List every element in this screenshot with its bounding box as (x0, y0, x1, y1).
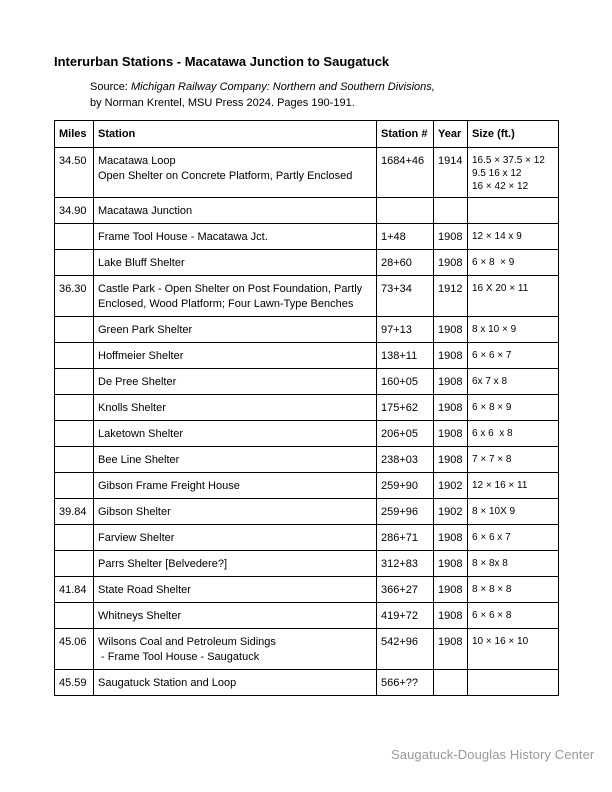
cell-miles (55, 421, 94, 447)
size-line: 6x 7 x 8 (472, 376, 508, 387)
cell-miles (55, 317, 94, 343)
station-line: Castle Park - Open Shelter on Post Foundation, Partly (98, 283, 363, 295)
cell-miles (55, 395, 94, 421)
cell-size (468, 447, 559, 473)
cell-size (468, 317, 559, 343)
cell-miles (55, 551, 94, 577)
cell-station (94, 395, 377, 421)
station-line: Hoffmeier Shelter (98, 350, 184, 362)
cell-station-number: 259+96 (377, 499, 434, 525)
table-row (55, 421, 559, 447)
station-line: Lake Bluff Shelter (98, 257, 185, 269)
table-row (55, 577, 559, 603)
cell-station-number: 366+27 (377, 577, 434, 603)
cell-year: 1908 (434, 525, 468, 551)
size-line: 16 X 20 × 11 (472, 283, 529, 294)
cell-station-number: 97+13 (377, 317, 434, 343)
table-row (55, 447, 559, 473)
table-row (55, 603, 559, 629)
cell-station-number: 175+62 (377, 395, 434, 421)
size-line: 16 × 42 × 12 (472, 181, 529, 192)
table-header-row (55, 121, 559, 148)
cell-miles: 34.50 (55, 148, 94, 198)
size-line: 6 × 8 × 9 (472, 402, 512, 413)
source-work: Michigan Railway Company: Northern and Southern Divisions, (130, 81, 435, 93)
cell-size (468, 499, 559, 525)
cell-miles: 45.59 (55, 670, 94, 696)
size-line: 10 × 16 × 10 (472, 636, 529, 647)
cell-station-number: 1684+46 (377, 148, 434, 198)
cell-station (94, 250, 377, 276)
cell-year (434, 198, 468, 224)
cell-station (94, 317, 377, 343)
station-line: - Frame Tool House - Saugatuck (98, 651, 260, 663)
table-row (55, 276, 559, 317)
cell-station-number: 160+05 (377, 369, 434, 395)
cell-miles: 45.06 (55, 629, 94, 670)
station-line: Bee Line Shelter (98, 454, 180, 466)
header-year: Year (434, 121, 468, 148)
cell-miles (55, 369, 94, 395)
cell-year: 1908 (434, 369, 468, 395)
table-row (55, 317, 559, 343)
stations-table (54, 120, 559, 696)
size-line: 8 × 8x 8 (472, 558, 508, 569)
cell-size (468, 224, 559, 250)
station-line: Gibson Frame Freight House (98, 480, 240, 492)
cell-station-number: 312+83 (377, 551, 434, 577)
size-line: 16.5 × 37.5 × 12 (472, 155, 545, 166)
cell-station (94, 603, 377, 629)
document-title: Interurban Stations - Macatawa Junction to Saugatuck (54, 54, 390, 69)
header-station-number: Station # (377, 121, 434, 148)
size-line: 6 x 6 x 8 (472, 428, 513, 439)
cell-station (94, 276, 377, 317)
cell-miles (55, 250, 94, 276)
table-row (55, 198, 559, 224)
cell-miles (55, 473, 94, 499)
cell-station (94, 224, 377, 250)
cell-station-number: 259+90 (377, 473, 434, 499)
station-line: Whitneys Shelter (98, 610, 182, 622)
cell-station-number: 138+11 (377, 343, 434, 369)
cell-year: 1914 (434, 148, 468, 198)
station-line: Parrs Shelter [Belvedere?] (98, 558, 228, 570)
source-prefix: Source: (90, 81, 131, 93)
cell-year: 1908 (434, 551, 468, 577)
cell-size (468, 473, 559, 499)
cell-size (468, 148, 559, 198)
cell-station (94, 577, 377, 603)
size-line: 6 × 6 × 8 (472, 610, 512, 621)
station-line: Enclosed, Wood Platform; Four Lawn-Type Benches (98, 298, 354, 310)
source-line2: by Norman Krentel, MSU Press 2024. Pages 190-191. (90, 97, 355, 109)
cell-miles (55, 343, 94, 369)
cell-size (468, 551, 559, 577)
cell-station-number: 238+03 (377, 447, 434, 473)
cell-year: 1908 (434, 224, 468, 250)
source-citation (90, 79, 435, 111)
cell-year: 1908 (434, 343, 468, 369)
cell-year: 1908 (434, 317, 468, 343)
cell-year: 1908 (434, 421, 468, 447)
station-line: Frame Tool House - Macatawa Jct. (98, 231, 268, 243)
cell-station (94, 148, 377, 198)
cell-size (468, 250, 559, 276)
cell-size (468, 343, 559, 369)
cell-station-number: 28+60 (377, 250, 434, 276)
cell-size (468, 525, 559, 551)
cell-size (468, 395, 559, 421)
cell-station-number: 419+72 (377, 603, 434, 629)
cell-year: 1902 (434, 499, 468, 525)
station-line: Farview Shelter (98, 532, 175, 544)
station-line: Knolls Shelter (98, 402, 166, 414)
size-line: 7 × 7 × 8 (472, 454, 512, 465)
table-row (55, 224, 559, 250)
cell-year (434, 670, 468, 696)
cell-station (94, 473, 377, 499)
cell-size (468, 603, 559, 629)
cell-year: 1902 (434, 473, 468, 499)
cell-size (468, 670, 559, 696)
cell-station-number: 286+71 (377, 525, 434, 551)
cell-miles: 39.84 (55, 499, 94, 525)
cell-year: 1908 (434, 603, 468, 629)
cell-station (94, 525, 377, 551)
watermark: Saugatuck-Douglas History Center (391, 747, 595, 762)
size-line: 12 × 14 x 9 (472, 231, 522, 242)
station-line: Macatawa Junction (98, 205, 193, 217)
table-body (55, 148, 559, 696)
size-line: 8 × 8 × 8 (472, 584, 512, 595)
size-line: 8 x 10 × 9 (472, 324, 517, 335)
table-row (55, 629, 559, 670)
size-line: 9.5 16 x 12 (472, 168, 522, 179)
station-line: State Road Shelter (98, 584, 191, 596)
table-row (55, 148, 559, 198)
cell-size (468, 629, 559, 670)
station-line: Gibson Shelter (98, 506, 171, 518)
table-row (55, 250, 559, 276)
cell-size (468, 421, 559, 447)
size-line: 6 × 6 x 7 (472, 532, 511, 543)
station-line: Saugatuck Station and Loop (98, 677, 237, 689)
station-line: Open Shelter on Concrete Platform, Partly Enclosed (98, 170, 353, 182)
cell-year: 1908 (434, 577, 468, 603)
table-row (55, 499, 559, 525)
header-size: Size (ft.) (468, 121, 559, 148)
cell-station-number: 73+34 (377, 276, 434, 317)
table-row (55, 369, 559, 395)
cell-year: 1908 (434, 395, 468, 421)
cell-miles: 36.30 (55, 276, 94, 317)
cell-station (94, 629, 377, 670)
header-miles: Miles (55, 121, 94, 148)
cell-station-number (377, 198, 434, 224)
size-line: 8 × 10X 9 (472, 506, 516, 517)
cell-size (468, 369, 559, 395)
cell-size (468, 198, 559, 224)
table-row (55, 670, 559, 696)
station-line: Macatawa Loop (98, 155, 176, 167)
cell-station (94, 447, 377, 473)
cell-station (94, 421, 377, 447)
cell-miles (55, 525, 94, 551)
cell-station (94, 343, 377, 369)
cell-station-number: 206+05 (377, 421, 434, 447)
station-line: Laketown Shelter (98, 428, 183, 440)
table-row (55, 525, 559, 551)
table-row (55, 395, 559, 421)
size-line: 12 × 16 × 11 (472, 480, 528, 491)
cell-miles: 34.90 (55, 198, 94, 224)
cell-miles (55, 603, 94, 629)
station-line: Wilsons Coal and Petroleum Sidings (98, 636, 276, 648)
size-line: 6 × 8 × 9 (472, 257, 515, 268)
cell-miles (55, 447, 94, 473)
cell-year: 1908 (434, 447, 468, 473)
table-row (55, 551, 559, 577)
size-line: 6 × 6 × 7 (472, 350, 512, 361)
cell-size (468, 276, 559, 317)
cell-station (94, 551, 377, 577)
cell-year: 1908 (434, 629, 468, 670)
cell-station (94, 198, 377, 224)
cell-station (94, 499, 377, 525)
cell-station-number: 566+?? (377, 670, 434, 696)
cell-miles (55, 224, 94, 250)
header-station: Station (94, 121, 377, 148)
station-line: Green Park Shelter (98, 324, 193, 336)
cell-station-number: 1+48 (377, 224, 434, 250)
cell-size (468, 577, 559, 603)
cell-station-number: 542+96 (377, 629, 434, 670)
cell-year: 1912 (434, 276, 468, 317)
cell-year: 1908 (434, 250, 468, 276)
cell-station (94, 670, 377, 696)
cell-station (94, 369, 377, 395)
cell-miles: 41.84 (55, 577, 94, 603)
table-row (55, 473, 559, 499)
station-line: De Pree Shelter (98, 376, 177, 388)
table-row (55, 343, 559, 369)
